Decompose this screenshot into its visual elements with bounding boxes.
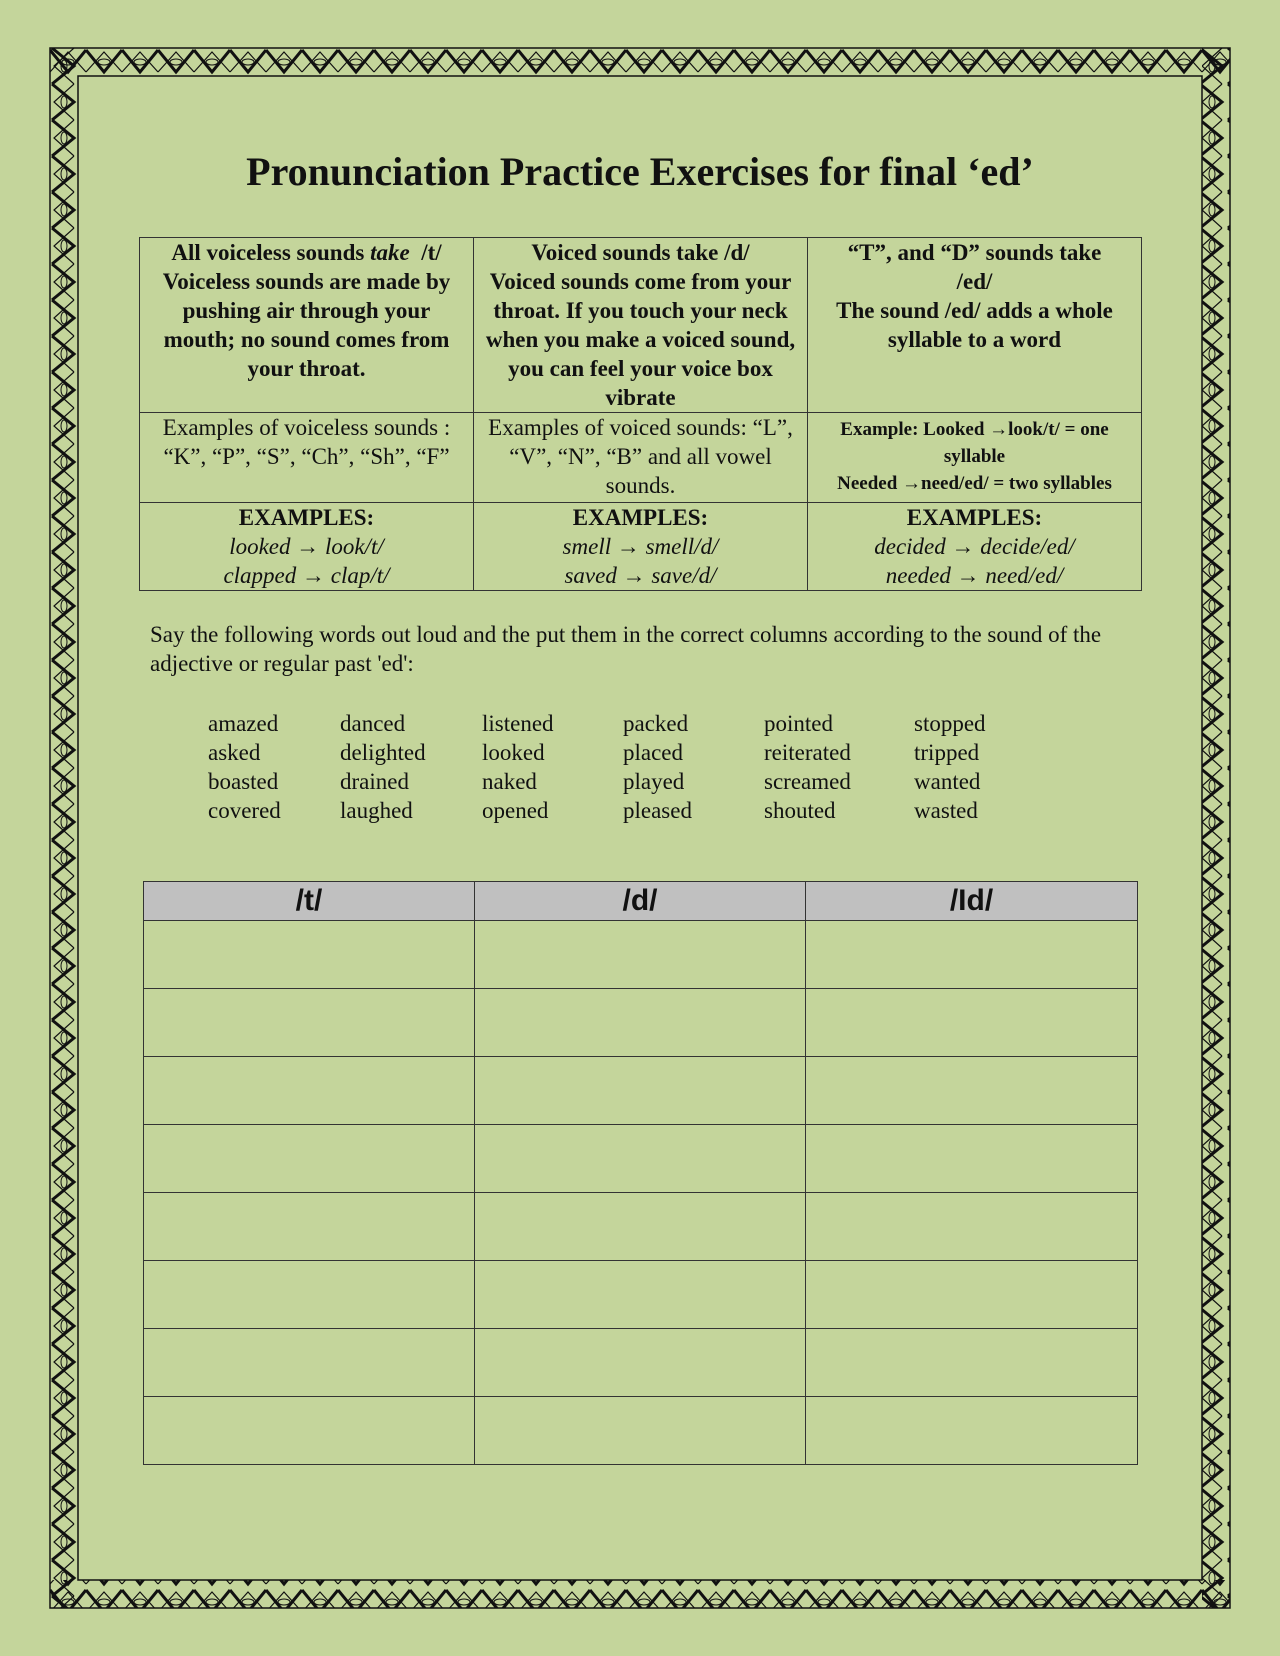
word: amazed	[208, 711, 279, 736]
answer-cell[interactable]	[806, 1193, 1138, 1261]
word: screamed	[764, 769, 851, 794]
word: pleased	[623, 798, 692, 823]
word: wanted	[914, 769, 981, 794]
answer-cell[interactable]	[144, 1397, 475, 1465]
word: opened	[482, 798, 549, 823]
voiced-examples-label: EXAMPLES:	[572, 505, 709, 530]
word: boasted	[208, 769, 279, 794]
td-example-2: needed → need/ed/	[885, 563, 1064, 588]
answer-cell[interactable]	[144, 1193, 475, 1261]
answer-row	[144, 1125, 1138, 1193]
answer-cell[interactable]	[806, 921, 1138, 989]
answer-cell[interactable]	[475, 1193, 806, 1261]
word: listened	[482, 711, 554, 736]
word: reiterated	[764, 740, 851, 765]
word-column	[914, 709, 986, 825]
instructions: Say the following words out loud and the put them in the correct columns according to the sound of the adjective or regular past 'ed':	[150, 622, 1102, 676]
answer-table	[143, 881, 1138, 1465]
voiceless-rule-cell	[140, 238, 474, 413]
answer-cell[interactable]	[475, 1397, 806, 1465]
answer-row	[144, 1329, 1138, 1397]
word: tripped	[914, 740, 980, 765]
td-description: The sound /ed/ adds a whole syllable to a word	[836, 298, 1113, 352]
answer-cell[interactable]	[475, 1261, 806, 1329]
word: covered	[208, 798, 281, 823]
word-column	[764, 709, 851, 825]
td-examples	[808, 503, 1142, 591]
word: packed	[623, 711, 689, 736]
voiceless-example-1: looked → look/t/	[229, 534, 384, 559]
answer-cell[interactable]	[475, 989, 806, 1057]
voiceless-heading-prefix: All voiceless sounds	[171, 240, 371, 265]
word: placed	[623, 740, 684, 765]
word: drained	[340, 769, 409, 794]
answer-cell[interactable]	[806, 989, 1138, 1057]
word-column	[623, 709, 692, 825]
answer-cell[interactable]	[806, 1057, 1138, 1125]
voiced-description: Voiced sounds come from your throat. If you touch your neck when you make a voiced sound, you can feel your voice box vibrate	[485, 269, 796, 410]
td-example-line-2: Needed →need/ed/ = two syllables	[837, 473, 1112, 494]
answer-row	[144, 921, 1138, 989]
word: looked	[482, 740, 545, 765]
answer-cell[interactable]	[475, 1125, 806, 1193]
word-column	[340, 709, 426, 825]
column-header-d: /d/	[475, 882, 806, 921]
answer-cell[interactable]	[806, 1397, 1138, 1465]
answer-cell[interactable]	[144, 921, 475, 989]
answer-row	[144, 1193, 1138, 1261]
word-column	[208, 709, 281, 825]
word: pointed	[764, 711, 833, 736]
column-header-id: /Id/	[806, 882, 1138, 921]
page-title: Pronunciation Practice Exercises for final ‘ed’	[246, 149, 1034, 194]
word: shouted	[764, 798, 836, 823]
td-heading: “T”, and “D” sounds take /ed/	[847, 240, 1102, 294]
voiceless-examples	[140, 503, 474, 591]
word: stopped	[914, 711, 986, 736]
answer-cell[interactable]	[806, 1125, 1138, 1193]
word-column	[482, 709, 554, 825]
voiceless-examples-text: Examples of voiceless sounds : “K”, “P”, “S”, “Ch”, “Sh”, “F”	[140, 413, 474, 503]
answer-row	[144, 1057, 1138, 1125]
td-examples-label: EXAMPLES:	[906, 505, 1043, 530]
answer-cell[interactable]	[144, 1125, 475, 1193]
column-header-t: /t/	[144, 882, 475, 921]
word: danced	[340, 711, 406, 736]
voiced-heading: Voiced sounds take /d/	[531, 240, 750, 265]
answer-cell[interactable]	[806, 1329, 1138, 1397]
rules-table	[139, 237, 1142, 591]
answer-row	[144, 1261, 1138, 1329]
answer-cell[interactable]	[475, 921, 806, 989]
td-rule-cell	[808, 238, 1142, 413]
word: delighted	[340, 740, 426, 765]
td-examples-text	[808, 413, 1142, 503]
voiced-examples-text: Examples of voiced sounds: “L”, “V”, “N”, “B” and all vowel sounds.	[474, 413, 808, 503]
word: played	[623, 769, 685, 794]
answer-cell[interactable]	[475, 1057, 806, 1125]
answer-cell[interactable]	[144, 1261, 475, 1329]
word: wasted	[914, 798, 978, 823]
answer-cell[interactable]	[144, 989, 475, 1057]
voiceless-heading-italic: take	[370, 240, 410, 265]
answer-row	[144, 1397, 1138, 1465]
answer-row	[144, 989, 1138, 1057]
answer-cell[interactable]	[144, 1057, 475, 1125]
voiced-example-2: saved → save/d/	[564, 563, 717, 588]
voiced-example-1: smell → smell/d/	[562, 534, 719, 559]
td-example-line-1: Example: Looked →look/t/ = one syllable	[840, 419, 1109, 467]
voiceless-heading-suffix: /t/	[409, 240, 442, 265]
word: naked	[482, 769, 537, 794]
voiceless-description: Voiceless sounds are made by pushing air through your mouth; no sound comes from your throat.	[162, 269, 451, 381]
answer-cell[interactable]	[475, 1329, 806, 1397]
voiced-examples	[474, 503, 808, 591]
answer-cell[interactable]	[144, 1329, 475, 1397]
word: asked	[208, 740, 261, 765]
answer-cell[interactable]	[806, 1261, 1138, 1329]
word: laughed	[340, 798, 413, 823]
voiceless-examples-label: EXAMPLES:	[238, 505, 375, 530]
voiced-rule-cell	[474, 238, 808, 413]
voiceless-example-2: clapped → clap/t/	[223, 563, 390, 588]
td-example-1: decided → decide/ed/	[874, 534, 1075, 559]
